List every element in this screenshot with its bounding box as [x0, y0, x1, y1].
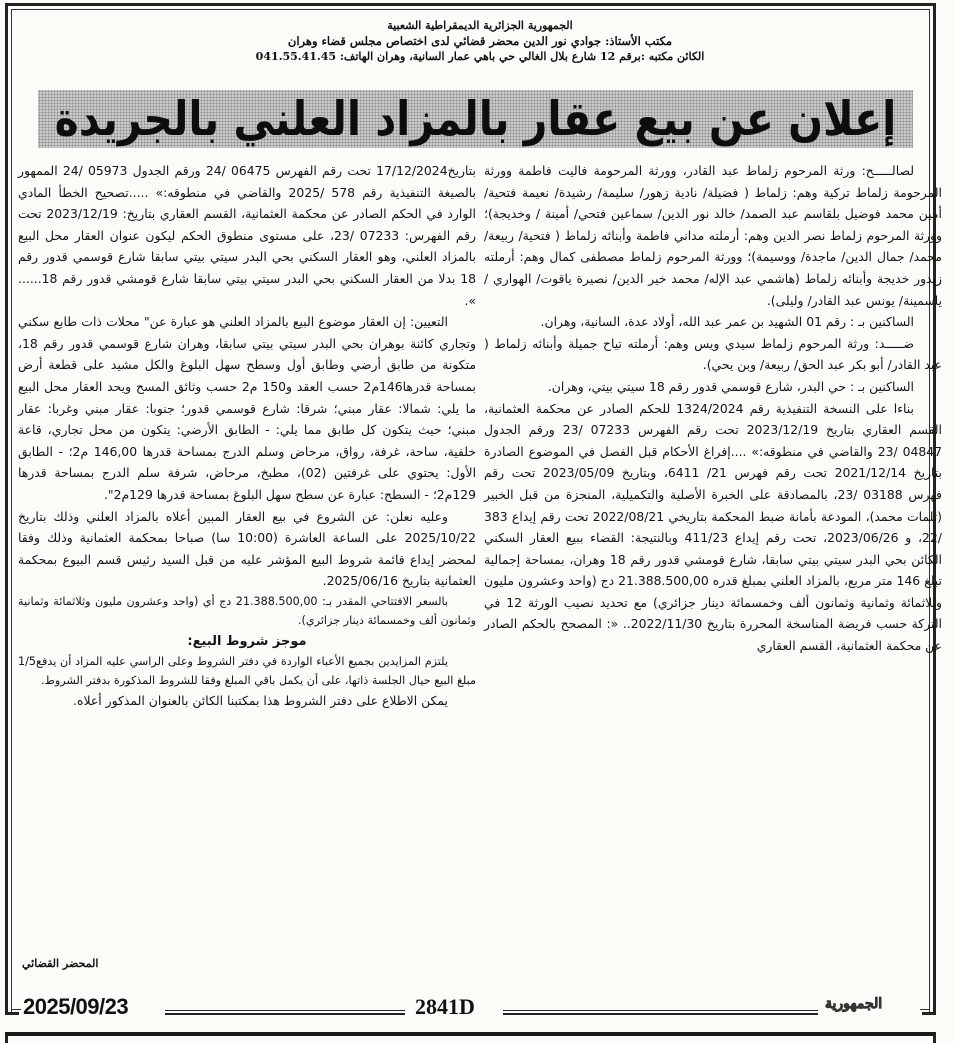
frame-corner-right-inner [920, 1000, 930, 1010]
conditions-paragraph: يلتزم المزايدين بجميع الأعباء الواردة في دفتر الشروط وعلى الراسي عليه المزاد أن يدفع1/5 مبلغ البيع حيال الجلسة ذاتها، على أن يكمل باقي المبلغ وفقا للشروط المذكورة بدفتر الشروط. [18, 655, 476, 688]
newspaper-logo: الجمهورية [825, 996, 883, 1012]
right-column [484, 160, 942, 657]
conditions-heading: موجز شروط البيع: [187, 633, 307, 649]
footer-rule-left [165, 1010, 405, 1015]
judgment-paragraph: بناءا على النسخة التنفيذية رقم 1324/2024 للحكم الصادر عن محكمة العثمانية، القسم العقاري بتاريخ 2023/12/19 تحت رقم الفهرس 07233 /23 ورقم الجدول 04847 /23 والقاضي في منطوقه:» ....إفراغ الأحكام قبل الفصل في الموضوع الصادرة بتاريخ 2021/12/14 تحت رقم فهرس 21/ 6411، وبتاريخ 2023/05/09 تحت رقم فهرس 03188 /23، بالمصادقة على الخبرة الأصلية والتكميلية، المنجزة من قبل الخبير (تلمات محمد)، المودعة بأمانة ضبط المحكمة بتاريخي 2022/08/21 تحت رقم إيداع 383 /22، و 2023/06/26، تحت رقم إيداع 411/23 وبالنتيجة: القضاء ببيع العقار السكني الكائن بحي البدر سيتي بيتي سابقا، شارع قومشي قدور رقم 18 وهران، بمساحة إجمالية تبلغ 146 متر مربع، بالمزاد العلني بمبلغ قدره 21.388.500,00 دج (واحد وعشرون مليون وثلاثمائة وثمانية وثمانون ألف وخمسمائة دينار جزائري) مع تحديد نصيب الورثة 12 في التركة حسب فريضة المناسخة المحررة بتاريخ 2022/11/30.. «: المصحح بالحكم الصادر عن محكمة العثمانية، القسم العقاري [484, 400, 942, 654]
header-address: الكائن مكتبه :برقم 12 شارع بلال الغالي حي باهي عمار السانية، وهران الهاتف: 041.55.41.45 [255, 50, 705, 63]
correction-paragraph: بتاريخ17/12/2024 تحت رقم الفهرس 06475 /24 ورقم الجدول 05973 /24 الممهور بالصيغة التنفيذية رقم 578 /2025 والقاضي في منطوقه:» .....تصحيح الخطأ المادي الوارد في الحكم الصادر عن محكمة العثمانية، القسم العقاري بتاريخ: 2023/12/19 تحت رقم الفهرس: 07233 /23، على مستوى منطوق الحكم ليكون عنوان العقار محل البيع بالمزاد العلني، وهو العقار السكني بحي البدر سيتي بيتي سابقا شارع قوسمي قدور رقم 18 بدلا من العقار السكني بحي البدر سيتي بيتي سابقا شارع قومشي قدور رقم 18...... ». [18, 163, 477, 308]
frame-corner-left-inner [11, 1000, 21, 1010]
ad-title: إعلان عن بيع عقار بالمزاد العلني بالجريدة [54, 91, 897, 147]
publication-date: 2025/09/23 [23, 994, 129, 1019]
title-band [38, 90, 913, 148]
header-office: مكتب الأستاذ: جوادي نور الدين محضر قضائي لدى اختصاص مجلس قضاء وهران [287, 34, 673, 48]
issue-number: 2841D [415, 994, 475, 1019]
opening-price: بالسعر الافتتاحي المقدر بـ: 21.388.500,00 دج أي (واحد وعشرون مليون وثلاثمائة وثمانية وثمانون ألف وخمسمائة دينار جزائري). [18, 594, 476, 627]
defendants-address: الساكنين بـ : حي البدر، شارع قوسمي قدور رقم 18 سيتي بيتي، وهران. [547, 378, 914, 394]
consultation-paragraph: يمكن الاطلاع على دفتر الشروط هذا بمكتبنا الكائن بالعنوان المذكور أعلاه. [73, 693, 448, 709]
bailiff-header [180, 18, 780, 65]
auction-announcement: وعليه نعلن: عن الشروع في بيع العقار المبين أعلاه بالمزاد العلني وذلك بتاريخ 2025/10/22 على الساعة العاشرة (10:00 سا) صباحا بمحكمة العثمانية وذلك وفقا لمحضر إيداع قائمة شروط البيع المؤشر عليه من قبل السيد رئيس قسم البيوع بمحكمة العثمانية بتاريخ 2025/06/16. [18, 508, 476, 589]
bailiff-signature: المحضر القضائي [22, 957, 99, 970]
plaintiffs-address: الساكنين بـ : رقم 01 الشهيد بن عمر عبد الله، أولاد عدة، السانية، وهران. [540, 314, 914, 330]
footer-rule-right [503, 1010, 818, 1015]
page-footer [5, 994, 936, 1030]
next-ad-border [5, 1032, 936, 1043]
designation-paragraph: التعيين: إن العقار موضوع البيع بالمزاد العلني هو عبارة عن" محلات ذات طابع سكني وتجاري كائنة بوهران بحي البدر سيتي بيتي سابقا، وهران شارع قوسمي قدور رقم 18، متكونة من طابق أرضي وطابق أول وسطح سهل البلوغ والكل مشيد على قطعة أرض بمساحة قدرها146م2 حسب العقد و150 م2 حسب وثائق المسح ويحد العقار محل البيع ما يلي: شمالا: عقار مبني؛ شرقا: شارع قوسمي قدور؛ جنوبا: عقار مبني وغربا: عقار مبني؛ حيث يتكون كل طابق مما يلي: - الطابق الأرضي: يتكون من محل تجاري، قاعة خلفية، ساحة، غرفة، رواق، مرحاض وسلم الدرج بمساحة قدرها 146,00 م2؛ - الطابق الأول: يحتوي على غرفتين (02)، مطبخ، مرحاض، شرفة سلم الدرج بمساحة قدرها 129م2؛ - السطح: عبارة عن سطح سهل البلوغ بمساحة قدرها 129م2". [18, 314, 477, 502]
defendants-paragraph: ضـــــد: ورثة المرحوم زلماط سيدي ويس وهم: أرملته تياح جميلة وأبنائه زلماط ( عبد القادر/ أبو بكر عبد الحق/ ربيعة/ وبن يحي). [484, 335, 942, 373]
left-column [18, 160, 476, 712]
plaintiffs-paragraph: لصالـــــح: ورثة المرحوم زلماط عبد القادر، وورثة المرحومة فاليت فاطمة وورثة المرحومة زلماط تركية وهم: زلماط ( فضيلة/ نادية زهور/ سليمة/ رشيدة/ نعيمة فتحية/ أمين محمد فوضيل بلقاسم عبد الصمد/ خالد نور الدين/ سماعين فتحي/ أمينة / وخديجة)؛ وورثة المرحوم زلماط نصر الدين وهم: أرملته مداني فاطمة وأبنائه زلماط ( فتحية/ ربيعة/ محمد/ جمال الدين/ ماجدة/ ووسيمة)؛ وورثة المرحوم زلماط مصطفى كمال وهم: أرملته زيدور خديجة وأبنائه زلماط (هاشمي عبد الإله/ محمد خير الدين/ نصيرة ياقوت/ الهواري / ياسمينة/ يونس عبد القادر/ وليلى). [484, 163, 942, 308]
header-republic: الجمهورية الجزائرية الديمقراطية الشعبية [387, 19, 573, 32]
